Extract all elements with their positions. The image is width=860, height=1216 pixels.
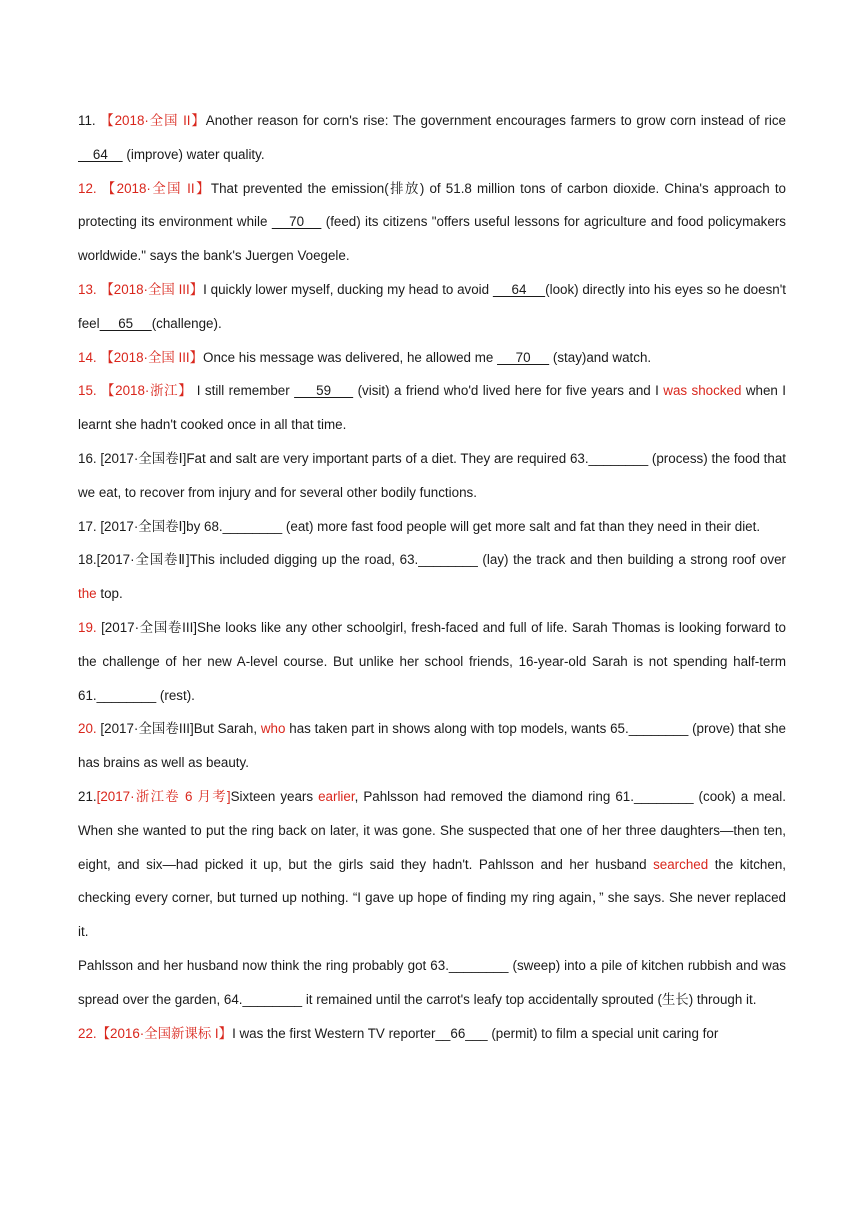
body-text: (stay)and watch. [549, 349, 652, 365]
highlight-text: 【2018·全国 II】 [100, 113, 206, 128]
highlight-text: 15. [78, 383, 102, 399]
body-text: That prevented the emission(排放) of 51.8 million tons of carbon dioxide. China's approach to protecting its environment while [78, 180, 786, 230]
body-text: has taken part in shows along with top models, wants 65.________ (prove) that she has brains as well as beauty. [78, 721, 786, 771]
body-text: (look) directly into his eyes so he doesn't feel [78, 281, 786, 331]
highlight-text: 19. [78, 619, 102, 635]
highlight-text: [2017·浙江卷 6 月考] [96, 788, 231, 804]
exercise-item [78, 273, 786, 341]
body-text: (visit) a friend who'd lived here for five years and I [353, 383, 664, 399]
body-text: (improve) water quality. [122, 146, 265, 162]
body-text: I was the first Western TV reporter__66___ (permit) to film a special unit caring for [232, 1025, 719, 1041]
exercise-item [78, 1017, 786, 1051]
exercise-item [78, 949, 786, 1017]
answer-blank: 65 [99, 315, 152, 331]
exercise-item [78, 543, 786, 611]
exercise-item [78, 442, 786, 510]
body-text: Sixteen years [230, 788, 319, 804]
body-text: the kitchen, checking every corner, but turned up nothing. “I gave up hope of finding my ring again，” she says. She never replaced it. [78, 856, 786, 940]
highlight-text: 20. [78, 721, 101, 737]
body-text: 16. [2017·全国卷Ⅰ]Fat and salt are very important parts of a diet. They are required 63.________ (process) the food that we eat, to recover from injury and for several other bodily functions. [78, 450, 786, 500]
body-text: I still remember [192, 383, 295, 399]
body-text: (feed) its citizens "offers useful lessons for agriculture and food policymakers worldwide." says the bank's Juergen Voegele. [78, 214, 786, 264]
exercise-item [78, 611, 786, 712]
highlight-text: 【2018·全国 III】 [100, 349, 204, 365]
exercise-item [78, 104, 786, 172]
exercise-item [78, 172, 786, 273]
exercise-item [78, 780, 786, 949]
answer-blank: 59 [294, 383, 354, 399]
body-text: I quickly lower myself, ducking my head to avoid [203, 281, 493, 297]
highlight-text: 14. [78, 349, 101, 365]
body-text: , Pahlsson had removed the diamond ring 61.________ (cook) a meal. When she wanted to put the ring back on later, it was gone. She suspected that one of her three daughters—then ten, eight, and six—had picked it up, but the girls said they hadn't. Pahlsson and her husband [78, 788, 786, 872]
body-text: when I learnt she hadn't cooked once in all that time. [78, 383, 786, 433]
exercise-item [78, 712, 786, 780]
exercise-item [78, 374, 786, 442]
highlight-text: was shocked [663, 383, 742, 399]
body-text: (challenge). [151, 315, 222, 331]
answer-blank: 64 [78, 146, 123, 162]
exercise-item [78, 510, 786, 544]
highlight-text: who [260, 721, 286, 737]
answer-blank: 64 [492, 281, 546, 297]
highlight-text: searched [653, 856, 709, 872]
answer-blank: 70 [497, 349, 550, 365]
highlight-text: 12. 【2018·全国 II】 [78, 180, 211, 196]
exercise-item [78, 341, 786, 375]
exercise-list [78, 104, 786, 1050]
highlight-text: the [78, 586, 97, 602]
body-text: Another reason for corn's rise: The government encourages farmers to grow corn instead of rice [205, 113, 786, 128]
highlight-text: 13. 【2018·全国 III】 [78, 281, 204, 297]
body-text: Once his message was delivered, he allowed me [203, 349, 498, 365]
highlight-text: 22. [78, 1025, 97, 1041]
body-text: Pahlsson and her husband now think the ring probably got 63.________ (sweep) into a pile of kitchen rubbish and was spread over the garden, 64.________ it remained until the carrot's leafy top accidentally sprouted (生长) through it. [78, 957, 786, 1007]
highlight-text: 【2018·浙江】 [101, 383, 193, 399]
body-text: top. [96, 586, 123, 602]
highlight-text: 【2016·全国新课标 I】 [96, 1025, 233, 1041]
body-text: [2017·全国卷III]But Sarah, [100, 721, 261, 737]
highlight-text: earlier [318, 788, 355, 804]
body-text: 21. [78, 788, 97, 804]
answer-blank: 70 [271, 214, 322, 230]
body-text: [2017·全国卷III]She looks like any other schoolgirl, fresh-faced and full of life. Sarah Thomas is looking forward to the challenge of her new A-level course. But unlike her school friends, 16-year-old Sarah is not spending half-term 61.________ (rest). [78, 619, 787, 703]
body-text: 11. [78, 113, 101, 128]
body-text: 18.[2017·全国卷Ⅱ]This included digging up the road, 63.________ (lay) the track and then building a strong roof over [78, 552, 786, 568]
body-text: 17. [2017·全国卷Ⅰ]by 68.________ (eat) more fast food people will get more salt and fat than they need in their diet. [78, 518, 761, 534]
